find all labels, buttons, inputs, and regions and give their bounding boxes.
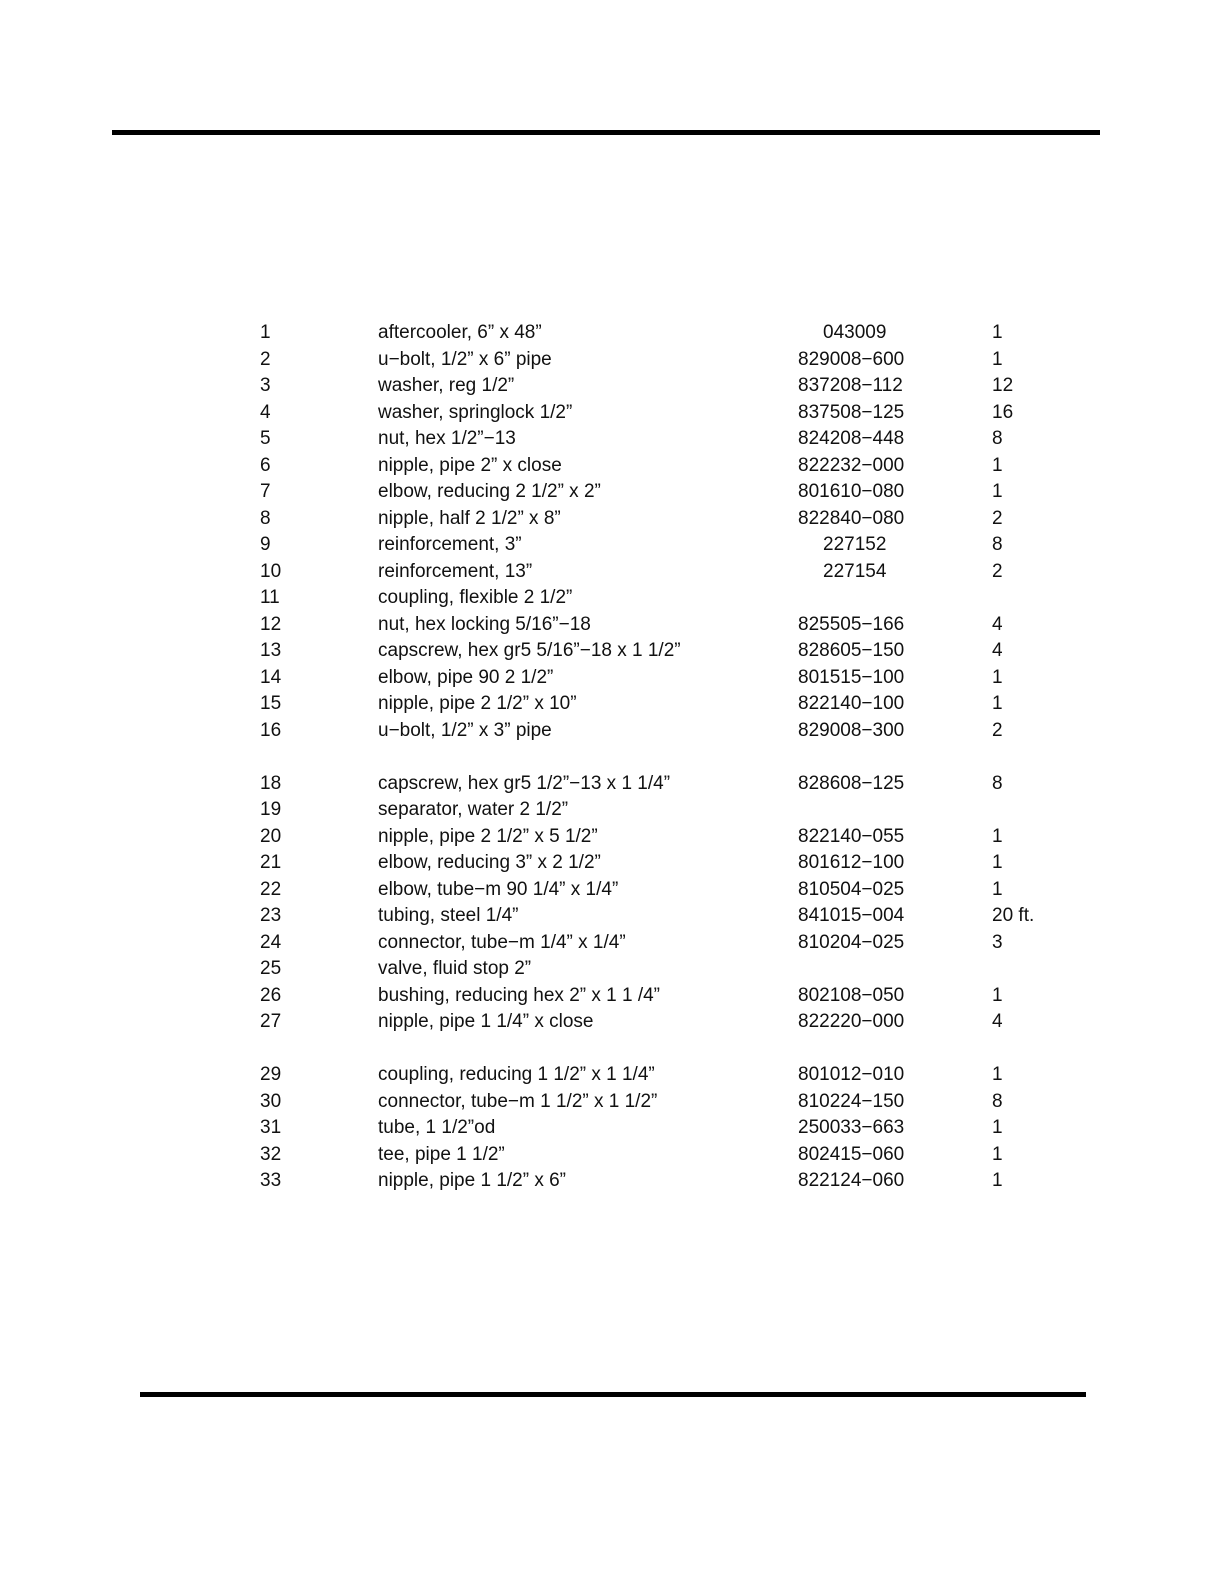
item-number: 29 <box>260 1064 282 1085</box>
item-description: nipple, pipe 2 1/2” x 10” <box>378 693 577 714</box>
item-description: u−bolt, 1/2” x 6” pipe <box>378 348 552 370</box>
item-description: nipple, half 2 1/2” x 8” <box>378 507 561 529</box>
item-number: 33 <box>260 1170 282 1191</box>
item-number: 30 <box>260 1090 282 1112</box>
item-description: nipple, pipe 2 1/2” x 5 1/2” <box>378 825 598 847</box>
item-description: nipple, pipe 1 1/2” x 6” <box>378 1170 567 1191</box>
part-number: 822140−100 <box>798 693 905 714</box>
quantity: 1 <box>992 984 1003 1006</box>
item-number: 25 <box>260 958 282 979</box>
quantity: 2 <box>992 507 1003 529</box>
item-number: 27 <box>260 1011 282 1032</box>
top-rule <box>112 130 1100 135</box>
part-number: 822840−080 <box>798 507 905 529</box>
item-number: 9 <box>260 534 271 555</box>
part-number: 227152 <box>823 534 887 555</box>
part-number: 837508−125 <box>798 401 905 423</box>
parts-list <box>0 320 1224 1195</box>
item-description: reinforcement, 3” <box>378 534 522 555</box>
parts-row <box>0 771 1224 798</box>
part-number: 829008−600 <box>798 348 905 370</box>
quantity: 1 <box>992 454 1003 476</box>
part-number: 828605−150 <box>798 640 905 661</box>
item-description: coupling, flexible 2 1/2” <box>378 587 573 608</box>
parts-row <box>0 559 1224 586</box>
quantity: 1 <box>992 348 1003 370</box>
part-number: 810204−025 <box>798 931 905 953</box>
parts-row <box>0 691 1224 718</box>
parts-row <box>0 1142 1224 1169</box>
parts-row <box>0 824 1224 851</box>
item-number: 12 <box>260 613 282 635</box>
item-number: 16 <box>260 719 282 741</box>
quantity: 8 <box>992 534 1003 555</box>
item-number: 11 <box>260 587 280 608</box>
item-number: 22 <box>260 878 282 900</box>
parts-row <box>0 347 1224 374</box>
item-number: 4 <box>260 401 271 423</box>
item-number: 19 <box>260 799 282 820</box>
quantity: 1 <box>992 1117 1003 1138</box>
quantity: 4 <box>992 640 1003 661</box>
part-number: 828608−125 <box>798 772 905 794</box>
item-number: 1 <box>260 322 271 343</box>
item-description: nipple, pipe 1 1/4” x close <box>378 1011 594 1032</box>
item-description: separator, water 2 1/2” <box>378 799 569 820</box>
parts-row <box>0 612 1224 639</box>
item-number: 2 <box>260 348 271 370</box>
bottom-rule <box>140 1392 1086 1397</box>
item-number: 24 <box>260 931 282 953</box>
part-number: 822140−055 <box>798 825 905 847</box>
item-description: capscrew, hex gr5 1/2”−13 x 1 1/4” <box>378 772 671 794</box>
parts-row <box>0 1115 1224 1142</box>
parts-row <box>0 506 1224 533</box>
part-number: 824208−448 <box>798 428 905 449</box>
parts-row <box>0 665 1224 692</box>
part-number: 822232−000 <box>798 454 905 476</box>
item-description: bushing, reducing hex 2” x 1 1 /4” <box>378 984 661 1006</box>
parts-row <box>0 903 1224 930</box>
parts-row <box>0 877 1224 904</box>
item-description: washer, reg 1/2” <box>378 375 515 396</box>
quantity: 1 <box>992 825 1003 847</box>
item-number: 6 <box>260 454 271 476</box>
item-number: 10 <box>260 560 282 582</box>
item-number: 23 <box>260 905 282 926</box>
parts-row <box>0 638 1224 665</box>
quantity: 4 <box>992 613 1003 635</box>
item-description: nipple, pipe 2” x close <box>378 454 562 476</box>
quantity: 1 <box>992 878 1003 900</box>
item-description: washer, springlock 1/2” <box>378 401 573 423</box>
parts-row <box>0 1089 1224 1116</box>
quantity: 20 ft. <box>992 905 1035 926</box>
item-description: elbow, tube−m 90 1/4” x 1/4” <box>378 878 619 900</box>
quantity: 2 <box>992 560 1003 582</box>
quantity: 2 <box>992 719 1003 741</box>
parts-row <box>0 1168 1224 1195</box>
parts-row <box>0 850 1224 877</box>
item-description: tee, pipe 1 1/2” <box>378 1143 505 1165</box>
part-number: 802415−060 <box>798 1143 905 1165</box>
quantity: 1 <box>992 1170 1003 1191</box>
parts-row <box>0 320 1224 347</box>
quantity: 1 <box>992 666 1003 688</box>
quantity: 1 <box>992 322 1003 343</box>
parts-row <box>0 797 1224 824</box>
quantity: 3 <box>992 931 1003 953</box>
quantity: 12 <box>992 375 1014 396</box>
quantity: 1 <box>992 1143 1003 1165</box>
item-description: aftercooler, 6” x 48” <box>378 322 542 343</box>
item-description: reinforcement, 13” <box>378 560 533 582</box>
spacer-row <box>0 744 1224 771</box>
item-number: 21 <box>260 852 282 873</box>
parts-row <box>0 718 1224 745</box>
item-description: capscrew, hex gr5 5/16”−18 x 1 1/2” <box>378 640 681 661</box>
item-number: 31 <box>260 1117 282 1138</box>
part-number: 227154 <box>823 560 887 582</box>
parts-row <box>0 983 1224 1010</box>
parts-row <box>0 956 1224 983</box>
item-number: 7 <box>260 481 271 502</box>
part-number: 802108−050 <box>798 984 905 1006</box>
quantity: 8 <box>992 772 1003 794</box>
parts-row <box>0 1009 1224 1036</box>
part-number: 801610−080 <box>798 481 905 502</box>
quantity: 1 <box>992 1064 1003 1085</box>
item-description: nut, hex locking 5/16”−18 <box>378 613 591 635</box>
parts-row <box>0 479 1224 506</box>
quantity: 4 <box>992 1011 1003 1032</box>
item-description: nut, hex 1/2”−13 <box>378 428 516 449</box>
item-number: 26 <box>260 984 282 1006</box>
spacer-row <box>0 1036 1224 1063</box>
quantity: 1 <box>992 481 1003 502</box>
item-number: 15 <box>260 693 282 714</box>
parts-row <box>0 426 1224 453</box>
parts-row <box>0 1062 1224 1089</box>
parts-row <box>0 453 1224 480</box>
part-number: 801515−100 <box>798 666 905 688</box>
part-number: 822220−000 <box>798 1011 905 1032</box>
part-number: 837208−112 <box>798 375 903 396</box>
part-number: 841015−004 <box>798 905 905 926</box>
item-number: 14 <box>260 666 282 688</box>
item-description: connector, tube−m 1/4” x 1/4” <box>378 931 626 953</box>
item-number: 3 <box>260 375 271 396</box>
part-number: 810224−150 <box>798 1090 905 1112</box>
item-number: 5 <box>260 428 271 449</box>
quantity: 1 <box>992 852 1003 873</box>
item-description: elbow, reducing 3” x 2 1/2” <box>378 852 601 873</box>
item-description: valve, fluid stop 2” <box>378 958 532 979</box>
part-number: 829008−300 <box>798 719 905 741</box>
part-number: 822124−060 <box>798 1170 905 1191</box>
parts-row <box>0 373 1224 400</box>
parts-row <box>0 585 1224 612</box>
item-description: tube, 1 1/2”od <box>378 1117 496 1138</box>
quantity: 8 <box>992 1090 1003 1112</box>
parts-row <box>0 930 1224 957</box>
item-description: coupling, reducing 1 1/2” x 1 1/4” <box>378 1064 655 1085</box>
item-number: 13 <box>260 640 282 661</box>
item-number: 8 <box>260 507 271 529</box>
part-number: 250033−663 <box>798 1117 905 1138</box>
part-number: 825505−166 <box>798 613 905 635</box>
part-number: 043009 <box>823 322 887 343</box>
quantity: 1 <box>992 693 1003 714</box>
item-number: 18 <box>260 772 282 794</box>
part-number: 801012−010 <box>798 1064 905 1085</box>
parts-row <box>0 532 1224 559</box>
quantity: 16 <box>992 401 1014 423</box>
part-number: 810504−025 <box>798 878 905 900</box>
quantity: 8 <box>992 428 1003 449</box>
part-number: 801612−100 <box>798 852 905 873</box>
item-number: 20 <box>260 825 282 847</box>
item-description: elbow, pipe 90 2 1/2” <box>378 666 554 688</box>
item-description: elbow, reducing 2 1/2” x 2” <box>378 481 601 502</box>
parts-row <box>0 400 1224 427</box>
item-description: u−bolt, 1/2” x 3” pipe <box>378 719 552 741</box>
item-number: 32 <box>260 1143 282 1165</box>
item-description: tubing, steel 1/4” <box>378 905 519 926</box>
item-description: connector, tube−m 1 1/2” x 1 1/2” <box>378 1090 658 1112</box>
